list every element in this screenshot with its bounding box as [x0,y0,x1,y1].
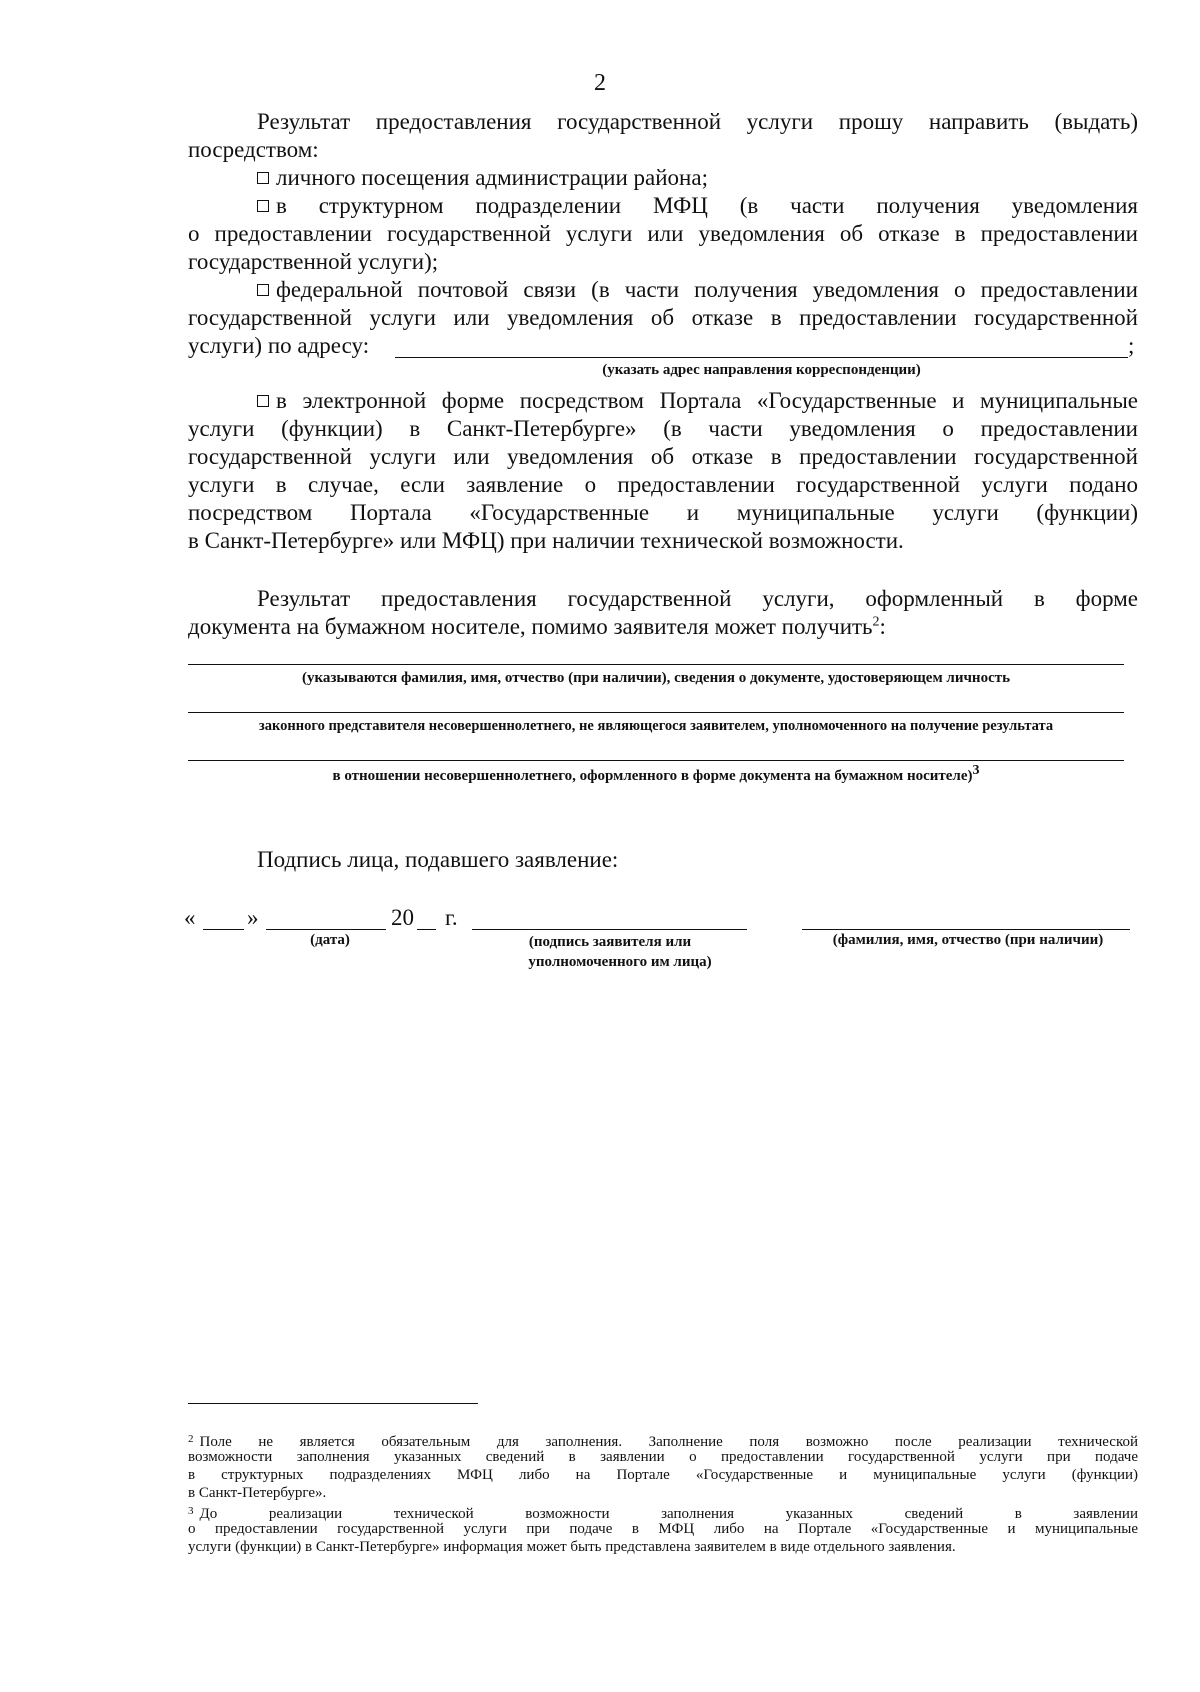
representative-field-1[interactable] [188,664,1124,665]
footnote-ref-2: 2 [872,614,880,630]
date-quote-close: » [247,905,259,930]
footnote-2-line-4: в Санкт-Петербурге». [188,1485,327,1501]
representative-hint-1: (указываются фамилия, имя, отчество (при наличии), сведения о документе, удостоверяющем личность [301,670,1011,686]
full-name-label: (фамилия, имя, отчество (при наличии) [832,932,1104,948]
address-hint: (указать адрес направления корреспонденции) [602,362,921,378]
signature-label-2: уполномоченного им лица) [528,954,712,970]
full-name-field[interactable] [802,929,1130,930]
checkbox-post[interactable] [257,284,269,296]
representative-field-3[interactable] [188,760,1124,761]
option-post-line-1 [257,276,1138,303]
date-month-field[interactable] [266,929,386,930]
option-post-line-2: государственной услуги или уведомления об отказе в предоставлении государственной [188,305,1138,330]
date-quote-open: « [184,905,196,930]
representative-hint-2: законного представителя несовершеннолетнего, не являющегося заявителем, уполномоченного на получение результата [258,718,1054,734]
checkbox-electronic[interactable] [257,395,269,407]
intro-line-1: Результат предоставления государственной услуги прошу направить (выдать) [257,109,1138,134]
date-year-prefix: 20 [391,905,414,930]
signature-field[interactable] [472,929,747,930]
address-field-semicolon: ; [1128,333,1135,358]
address-field[interactable] [395,357,1128,358]
paper-result-line-1: Результат предоставления государственной услуги, оформленный в форме [257,586,1138,611]
representative-hint-3 [188,763,1124,785]
date-day-field[interactable] [203,929,244,930]
checkbox-personal[interactable] [257,172,269,184]
footnote-2-number: 2 [188,1433,194,1445]
footnote-3-line-3: услуги (функции) в Санкт-Петербурге» информация может быть представлена заявителем в виде отдельного заявления. [188,1539,956,1555]
option-mfc-line-2: о предоставлении государственной услуги или уведомления об отказе в предоставлении [188,221,1138,246]
date-label: (дата) [310,932,350,948]
footnote-separator [188,1403,478,1404]
date-year-suffix: г. [445,905,458,930]
option-mfc-line-1 [257,192,1138,219]
option-mfc-label: в структурном подразделении МФЦ (в части получения уведомления [276,193,1138,218]
footnote-3-number: 3 [188,1505,194,1517]
paper-result-line-2-text: документа на бумажном носителе, помимо заявителя может получить [188,614,873,639]
footnote-2-text: Поле не является обязательным для заполнения. Заполнение поля возможно после реализации технической [199,1434,1138,1450]
intro-line-2: посредством: [188,137,319,162]
paper-result-line-2-colon: : [879,614,886,639]
option-electronic-line-4: услуги в случае, если заявление о предоставлении государственной услуги подано [188,472,1138,497]
option-post-label: федеральной почтовой связи (в части получения уведомления о предоставлении [276,277,1138,302]
option-electronic-line-1 [257,387,1138,414]
option-electronic-line-5: посредством Портала «Государственные и муниципальные услуги (функции) [188,500,1138,525]
signature-title: Подпись лица, подавшего заявление: [257,847,619,872]
footnote-2-line-2: возможности заполнения указанных сведений в заявлении о предоставлении государственной услуги при подаче [188,1449,1138,1465]
footnote-2-line-3: в структурных подразделениях МФЦ либо на Портале «Государственные и муниципальные услуги (функции) [188,1467,1138,1483]
footnote-ref-3: 3 [972,763,980,778]
option-electronic-line-3: государственной услуги или уведомления об отказе в предоставлении государственной [188,444,1138,469]
option-personal-label: личного посещения администрации района; [276,165,708,190]
representative-hint-3-text: в отношении несовершеннолетнего, оформленного в форме документа на бумажном носителе) [332,768,973,784]
signature-label-1: (подпись заявителя или [528,934,692,950]
option-post-line-3-prefix: услуги) по адресу: [188,333,370,358]
footnote-3-line-2: о предоставлении государственной услуги при подаче в МФЦ либо на Портале «Государственные и муниципальные [188,1521,1138,1537]
option-mfc-line-3: государственной услуги); [188,249,439,274]
option-personal [257,164,1138,191]
date-year-field[interactable] [417,929,436,930]
option-electronic-line-6: в Санкт-Петербурге» или МФЦ) при наличии технической возможности. [188,528,904,553]
option-electronic-line-2: услуги (функции) в Санкт-Петербурге» (в части уведомления о предоставлении [188,416,1138,441]
representative-field-2[interactable] [188,712,1124,713]
option-electronic-label: в электронной форме посредством Портала «Государственные и муниципальные [276,388,1138,413]
paper-result-line-2 [188,613,1138,640]
checkbox-mfc[interactable] [257,200,269,212]
page-number: 2 [594,70,606,96]
footnote-3-text: До реализации технической возможности заполнения указанных сведений в заявлении [199,1506,1138,1522]
